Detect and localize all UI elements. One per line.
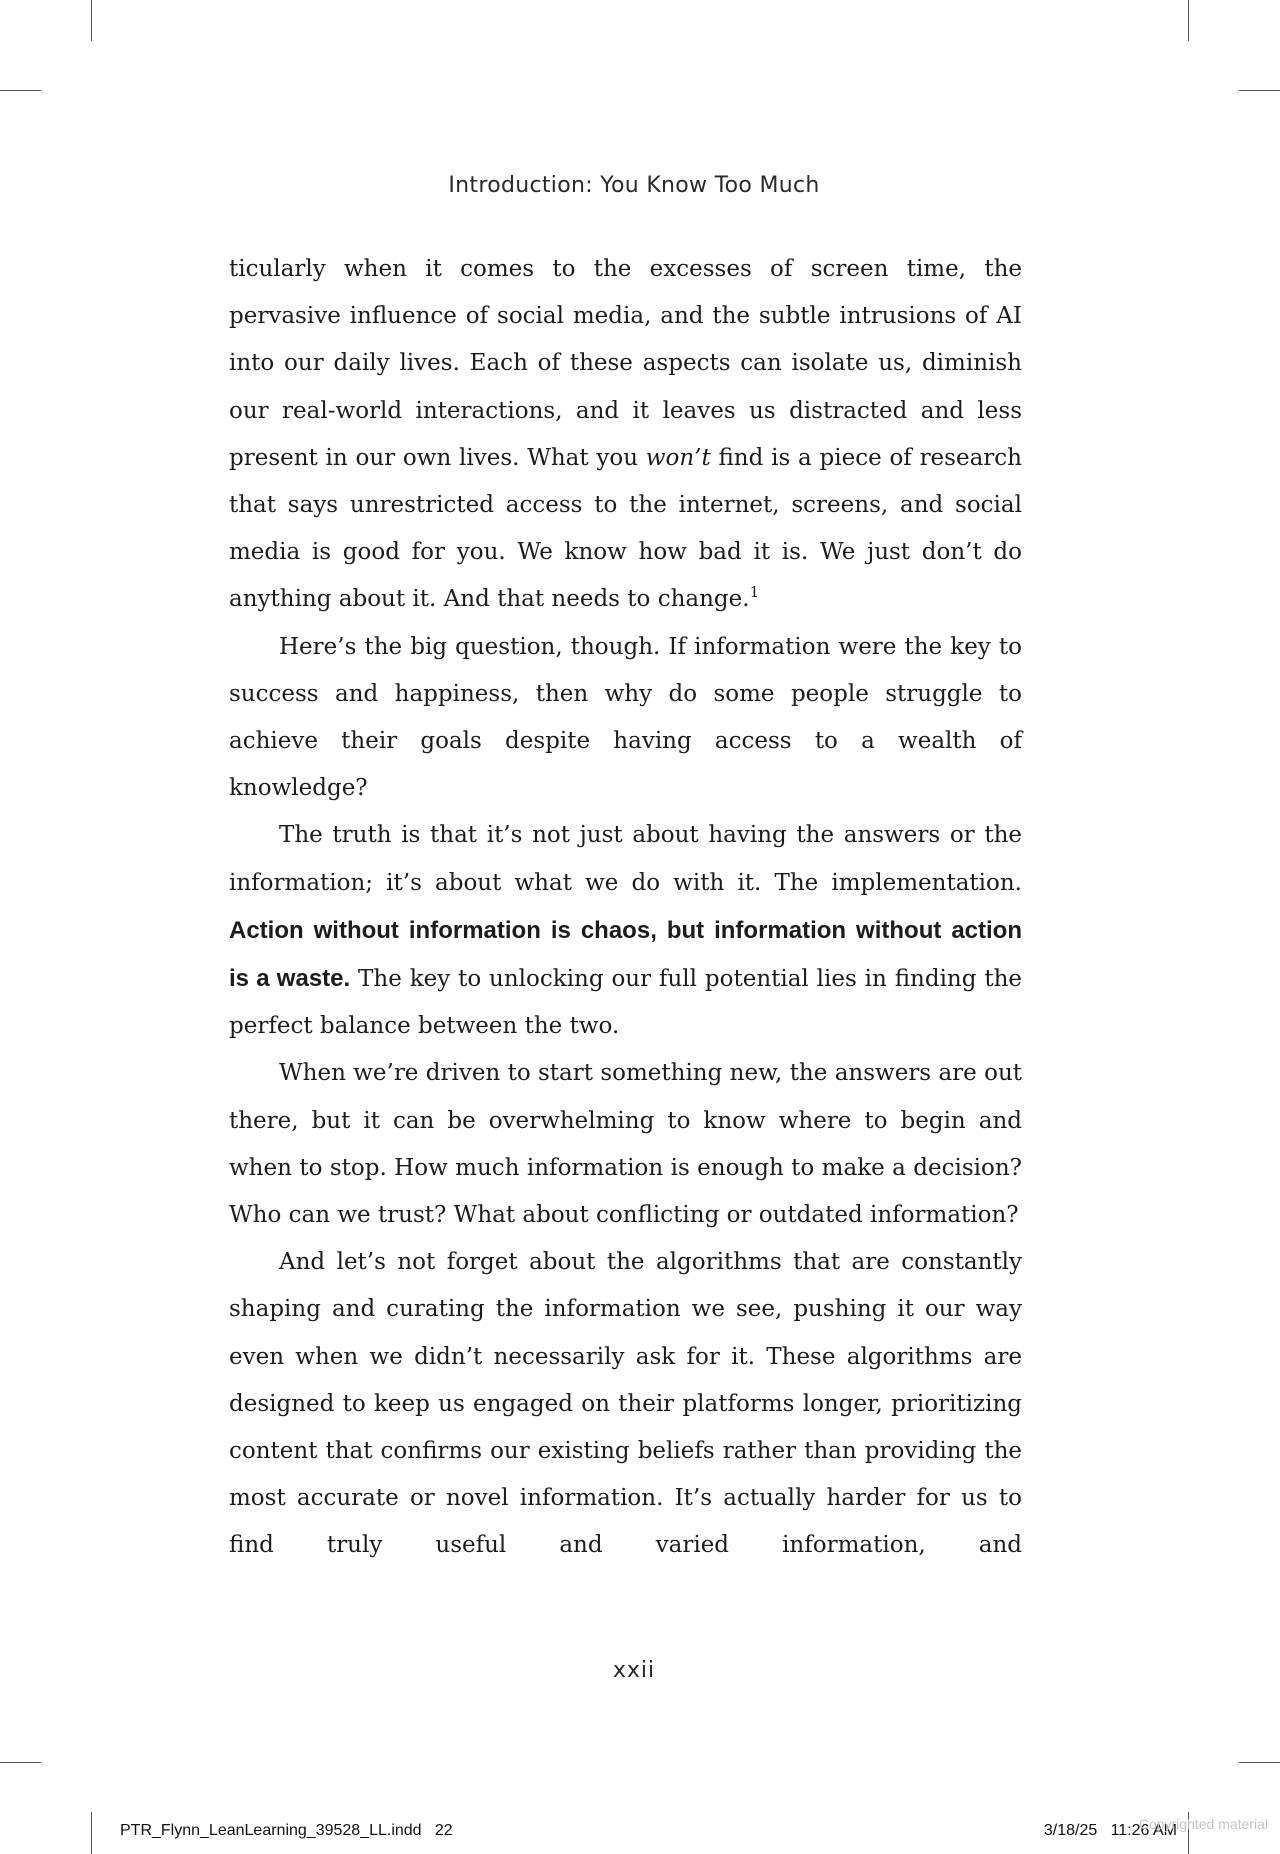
paragraph-1-text-a: ticularly when it comes to the excesses of screen time, the pervasive influence of social media, and the subtle intrusions of AI into our daily lives. Each of these aspects can isolate us, diminish our real-world interactions, and it leaves us distracted and less present in our own lives. What you (229, 256, 1022, 471)
paragraph-3-text-b: The key to unlocking our full potential lies in finding the perfect balance between the two. (229, 966, 1022, 1040)
paragraph-3-text-a: The truth is that it’s not just about having the answers or the information; it’s about what we do with it. The implementation. (229, 822, 1022, 896)
footnote-marker[interactable]: 1 (749, 583, 760, 602)
crop-mark-top-left-horizontal (0, 90, 41, 91)
crop-mark-top-right-vertical (1188, 0, 1189, 41)
paragraph-1 (229, 246, 1022, 624)
emphasis-wont: won’t (645, 444, 711, 471)
crop-mark-top-left-vertical (91, 0, 92, 41)
crop-mark-bottom-left-vertical (91, 1812, 92, 1854)
page-number: xxii (612, 1658, 656, 1683)
crop-mark-top-right-horizontal (1239, 90, 1280, 91)
crop-mark-bottom-right-horizontal (1239, 1762, 1280, 1763)
paragraph-1-text-b: find is a piece of research that says unrestricted access to the internet, screens, and social media is good for you. We know how bad it is. We just don’t do anything about it. And that needs to change. (229, 444, 1022, 613)
slug-datetime: 3/18/25 11:26 AM (1043, 1822, 1177, 1839)
body-text (229, 246, 1022, 1570)
paragraph-4: When we’re driven to start something new, the answers are out there, but it can be overwhelming to know where to begin and when to stop. How much information is enough to make a decision? Who can we trust? What about conflicting or outdated information? (229, 1060, 1022, 1229)
slug-filename: PTR_Flynn_LeanLearning_39528_LL.indd 22 (120, 1822, 453, 1839)
paragraph-2: Here’s the big question, though. If information were the key to success and happiness, then why do some people struggle to achieve their goals despite having access to a wealth of knowledge? (229, 633, 1022, 802)
copyright-watermark: Copyrighted material (1138, 1816, 1268, 1832)
crop-mark-bottom-left-horizontal (0, 1762, 41, 1763)
bold-key-statement: Action without information is chaos, but information without action is a waste. (229, 916, 1022, 993)
paragraph-5: And let’s not forget about the algorithms that are constantly shaping and curating the information we see, pushing it our way even when we didn’t necessarily ask for it. These algorithms are designed to keep us engaged on their platforms longer, prioritizing content that confirms our existing beliefs rather than providing the most accurate or novel information. It’s actually harder for us to find truly useful and varied information, and (229, 1249, 1022, 1559)
paragraph-3 (229, 812, 1022, 1050)
running-head: Introduction: You Know Too Much (448, 173, 820, 198)
